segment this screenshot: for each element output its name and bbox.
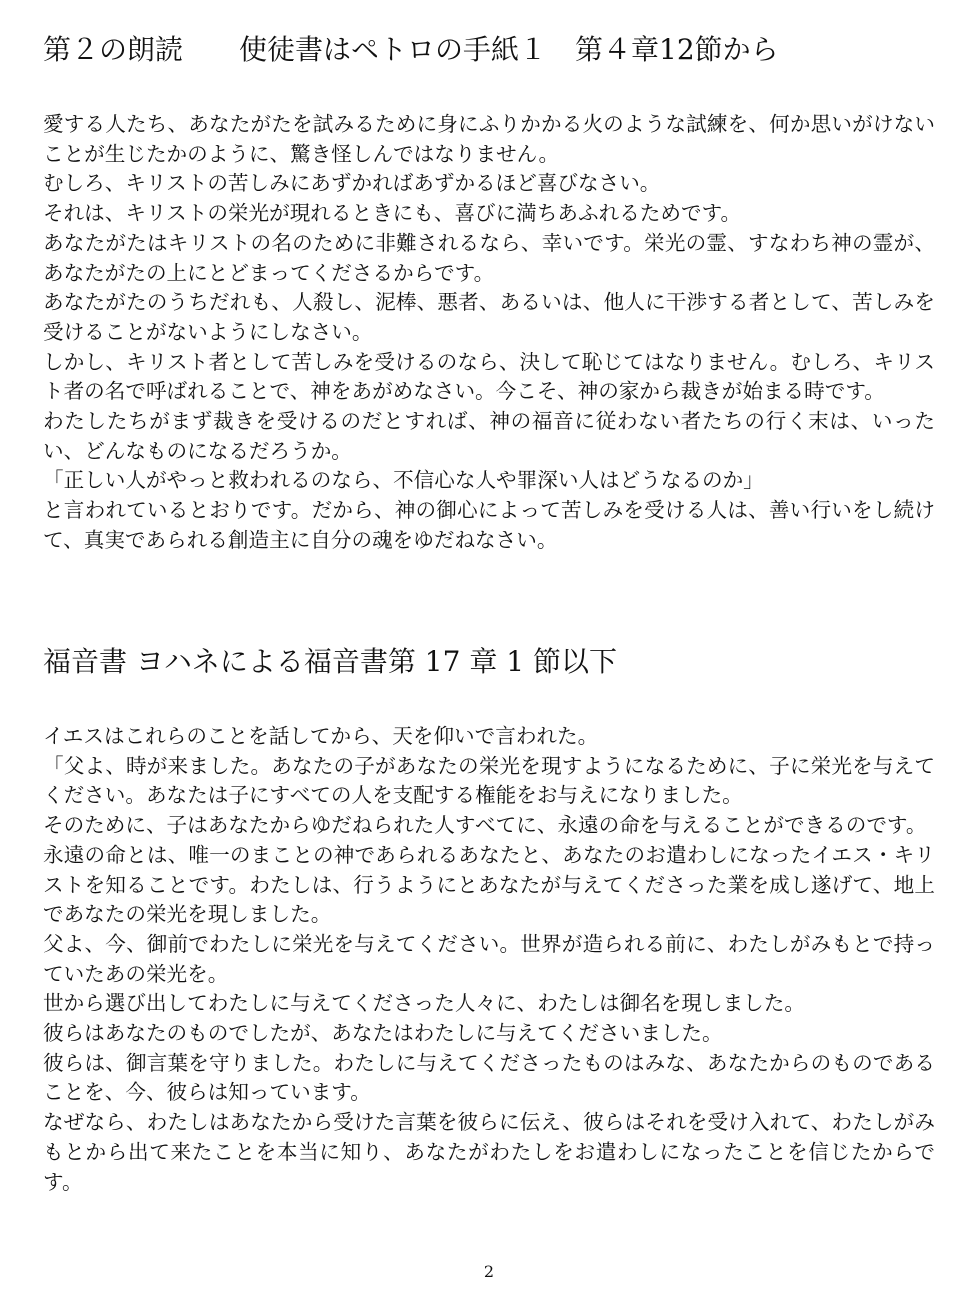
paragraph: 「父よ、時が来ました。あなたの子があなたの栄光を現すようになるために、子に栄光を与えてください。あなたは子にすべての人を支配する権能をお与えになりました。 (43, 753, 935, 808)
paragraph: 永遠の命とは、唯一のまことの神であられるあなたと、あなたのお遣わしになったイエス・キリストを知ることです。わたしは、行うようにとあなたが与えてくださった業を成し遂げて、地上であなたの栄光を現しました。 (43, 842, 935, 927)
paragraph: 父よ、今、御前でわたしに栄光を与えてください。世界が造られる前に、わたしがみもとで持っていたあの栄光を。 (43, 931, 935, 986)
gospel-title: 福音書 ヨハネによる福音書第 17 章 1 節以下 (43, 645, 617, 678)
page-number: 2 (483, 1262, 495, 1281)
paragraph: 愛する人たち、あなたがたを試みるために身にふりかかる火のような試練を、何か思いがけないことが生じたかのように、驚き怪しんではなりません。 (43, 112, 935, 166)
paragraph: あなたがたはキリストの名のために非難されるなら、幸いです。栄光の霊、すなわち神の霊が、あなたがたの上にとどまってくださるからです。 (43, 230, 935, 285)
paragraph: 「正しい人がやっと救われるのなら、不信心な人や罪深い人はどうなるのか」 (43, 468, 764, 493)
paragraph: 彼らは、御言葉を守りました。わたしに与えてくださったものはみな、あなたからのものであることを、今、彼らは知っています。 (43, 1050, 935, 1105)
paragraph: イエスはこれらのことを話してから、天を仰いで言われた。 (43, 724, 599, 748)
paragraph: それは、キリストの栄光が現れるときにも、喜びに満ちあふれるためです。 (43, 201, 742, 226)
gospel-text (43, 722, 935, 1197)
paragraph: 世から選び出してわたしに与えてくださった人々に、わたしは御名を現しました。 (43, 991, 805, 1016)
paragraph: わたしたちがまず裁きを受けるのだとすれば、神の福音に従わない者たちの行く末は、いったい、どんなものになるだろうか。 (43, 409, 935, 463)
paragraph: しかし、キリスト者として苦しみを受けるのなら、決して恥じてはなりません。むしろ、キリスト者の名で呼ばれることで、神をあがめなさい。今こそ、神の家から裁きが始まる時です。 (43, 349, 935, 404)
reading-title: 第２の朗読 使徒書はペトロの手紙１ 第４章12節から (43, 33, 779, 66)
paragraph: あなたがたのうちだれも、人殺し、泥棒、悪者、あるいは、他人に干渉する者として、苦しみを受けることがないようにしなさい。 (43, 290, 935, 344)
reading-text (43, 110, 935, 556)
paragraph: なぜなら、わたしはあなたから受けた言葉を彼らに伝え、彼らはそれを受け入れて、わたしがみもとから出て来たことを本当に知り、あなたがわたしをお遣わしになったことを信じたからです。 (43, 1110, 935, 1194)
paragraph: むしろ、キリストの苦しみにあずかればあずかるほど喜びなさい。 (43, 171, 661, 196)
paragraph: と言われているとおりです。だから、神の御心によって苦しみを受ける人は、善い行いをし続けて、真実であられる創造主に自分の魂をゆだねなさい。 (43, 498, 935, 552)
paragraph: 彼らはあなたのものでしたが、あなたはわたしに与えてくださいました。 (43, 1021, 723, 1046)
paragraph: そのために、子はあなたからゆだねられた人すべてに、永遠の命を与えることができるのです。 (43, 813, 927, 838)
